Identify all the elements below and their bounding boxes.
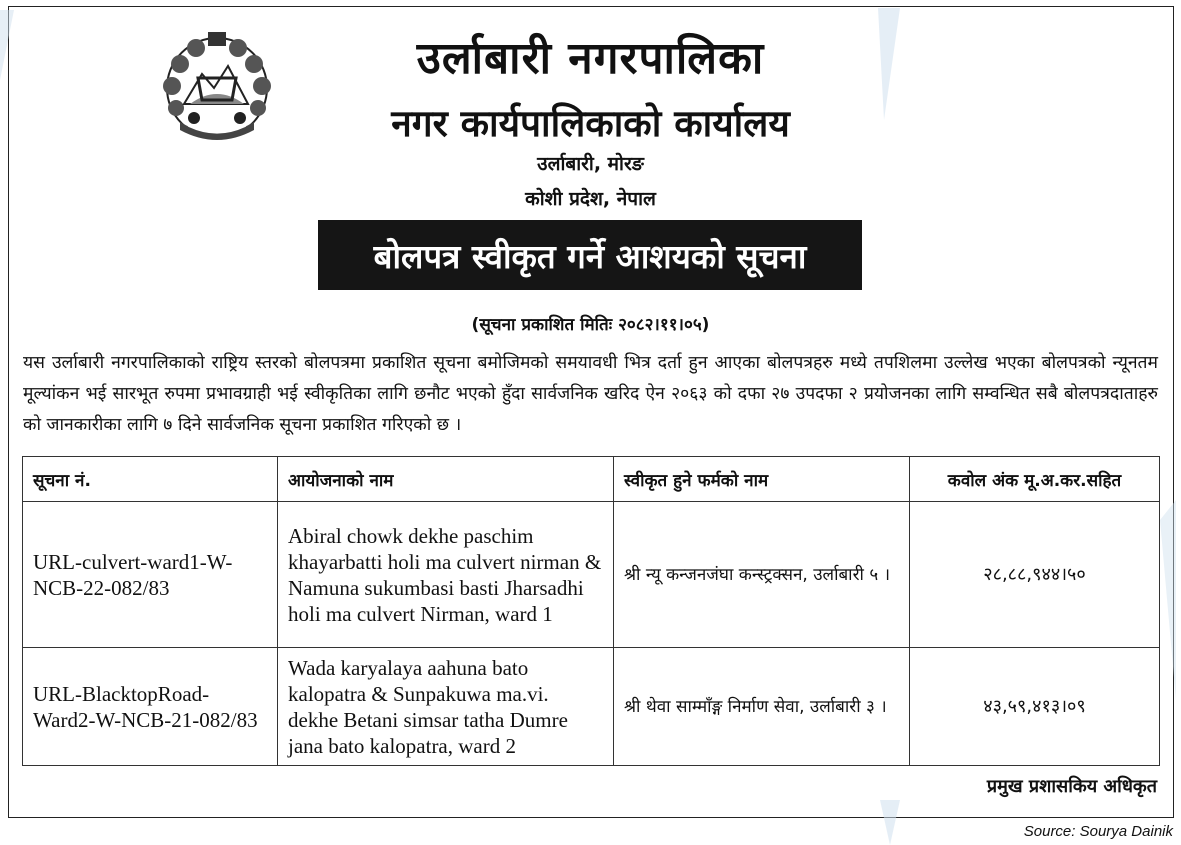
address-line-2: कोशी प्रदेश, नेपाल <box>525 188 656 210</box>
firm-name-cell: श्री न्यू कन्जनजंघा कन्स्ट्रक्सन, उर्लाबारी ५ । <box>614 502 910 648</box>
project-name-cell: Wada karyalaya aahuna bato kalopatra & Sunpakuwa ma.vi. dekhe Betani simsar tatha Dumre jana bato kalopatra, ward 2 <box>278 648 614 766</box>
notice-title: बोलपत्र स्वीकृत गर्ने आशयको सूचना <box>373 236 807 276</box>
header-notice-no: सूचना नं. <box>23 457 278 502</box>
tender-table <box>22 456 1160 766</box>
notice-number-cell: URL-culvert-ward1-W-NCB-22-082/83 <box>23 502 278 648</box>
project-name-cell: Abiral chowk dekhe paschim khayarbatti holi ma culvert nirman & Namuna sukumbasi basti Jharsadhi holi ma culvert Nirman, ward 1 <box>278 502 614 648</box>
source-credit: Source: Sourya Dainik <box>1023 823 1173 840</box>
table-row <box>23 648 1160 766</box>
header-project-name: आयोजनाको नाम <box>278 457 614 502</box>
municipality-name: उर्लाबारी नगरपालिका <box>416 33 765 84</box>
bid-amount-cell: ४३,५९,४१३।०९ <box>910 648 1160 766</box>
table-row <box>23 502 1160 648</box>
publication-date: (सूचना प्रकाशित मितिः २०८२।११।०५) <box>471 315 710 335</box>
signatory-title: प्रमुख प्रशासकिय अधिकृत <box>986 776 1157 797</box>
bid-amount-cell: २८,८८,९४४।५० <box>910 502 1160 648</box>
office-name: नगर कार्यपालिकाको कार्यालय <box>391 102 790 145</box>
firm-name-cell: श्री थेवा साम्माँङ्ग निर्माण सेवा, उर्लाबारी ३ । <box>614 648 910 766</box>
notice-number-cell: URL-BlacktopRoad-Ward2-W-NCB-21-082/83 <box>23 648 278 766</box>
table-header-row <box>23 457 1160 502</box>
notice-title-banner <box>318 220 862 290</box>
header-bid-amount: कवोल अंक मू.अ.कर.सहित <box>910 457 1160 502</box>
address-line-1: उर्लाबारी, मोरङ <box>537 153 644 175</box>
header-firm-name: स्वीकृत हुने फर्मको नाम <box>614 457 910 502</box>
notice-body-text: यस उर्लाबारी नगरपालिकाको राष्ट्रिय स्तरको बोलपत्रमा प्रकाशित सूचना बमोजिमको समयावधी भित्र दर्ता हुन आएका बोलपत्रहरु मध्ये तपशिलमा उल्लेख भएका बोलपत्रको न्यूनतम मूल्यांकन भई सारभूत रुपमा प्रभावग्राही भई स्वीकृतिका लागि छनौट भएको हुँदा सार्वजनिक खरिद ऐन २०६३ को दफा २७ उपदफा २ प्रयोजनका लागि सम्वन्धित सबै बोलपत्रदाताहरु को जानकारीका लागि ७ दिने सार्वजनिक सूचना प्रकाशित गरिएको छ । <box>23 353 1158 435</box>
